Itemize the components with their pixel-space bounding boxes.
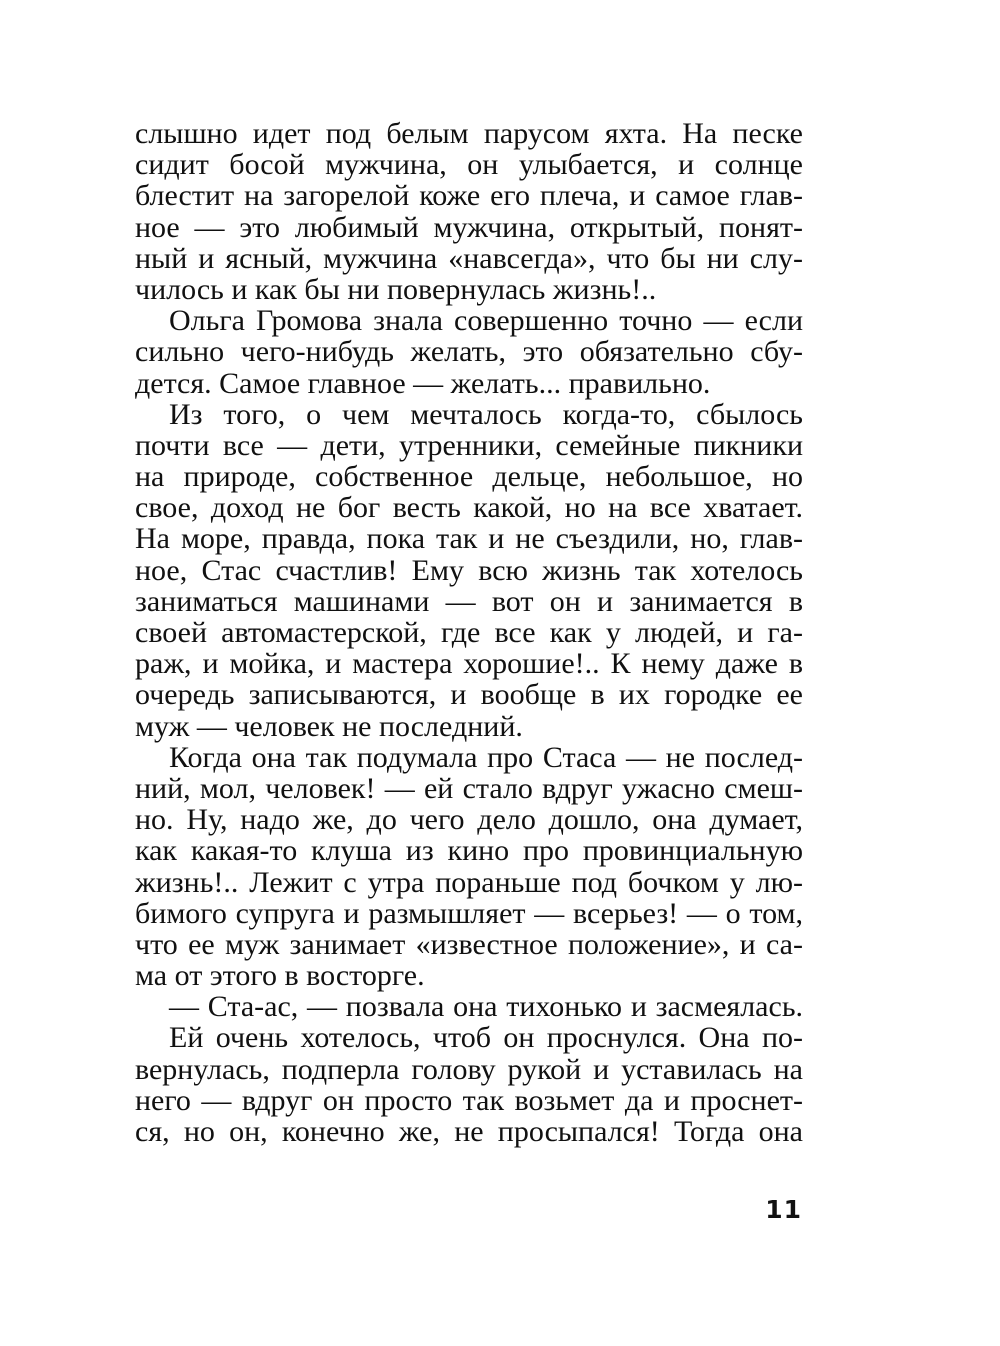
paragraph xyxy=(135,742,803,992)
text-line: дется. Самое главное — желать... правильно. xyxy=(135,366,711,400)
text-line: раж, и мойка, и мастера хорошие!.. К нему даже в xyxy=(135,647,803,681)
text-line: ма от этого в восторге. xyxy=(135,959,425,993)
text-line: Когда она так подумала про Стаса — не послед- xyxy=(169,740,803,774)
text-line: На море, правда, пока так и не съездили, но, глав- xyxy=(135,522,803,556)
paragraph xyxy=(135,118,803,305)
text-line: муж — человек не последний. xyxy=(135,709,523,743)
text-line: — Ста-ас, — позвала она тихонько и засмеялась. xyxy=(169,990,803,1024)
text-line: жизнь!.. Лежит с утра пораньше под бочком у лю- xyxy=(135,865,803,899)
text-line: вернулась, подперла голову рукой и уставилась на xyxy=(135,1052,803,1086)
text-line: почти все — дети, утренники, семейные пикники xyxy=(135,428,803,462)
text-line: него — вдруг он просто так возьмет да и проснет- xyxy=(135,1083,803,1117)
text-line: как какая-то клуша из кино про провинциальную xyxy=(135,834,803,868)
text-line: бимого супруга и размышляет — всерьез! — о том, xyxy=(135,896,803,930)
paragraph xyxy=(135,991,803,1022)
text-line: своей автомастерской, где все как у людей, и га- xyxy=(135,616,803,649)
text-line: заниматься машинами — вот он и занимается в xyxy=(135,584,803,618)
paragraph xyxy=(135,399,803,742)
text-line: слышно идет под белым парусом яхта. На песке xyxy=(135,117,803,150)
text-line: ный и ясный, мужчина «навсегда», что бы ни слу- xyxy=(135,241,803,275)
text-line: но. Ну, надо же, до чего дело дошло, она думает, xyxy=(135,803,803,837)
text-line: чилось и как бы ни повернулась жизнь!.. xyxy=(135,272,657,306)
text-line: ное — это любимый мужчина, открытый, понят- xyxy=(135,210,803,244)
text-line: сильно чего-нибудь желать, это обязательно сбу- xyxy=(135,335,803,369)
page-number: 11 xyxy=(765,1195,802,1224)
text-line: очередь записываются, и вообще в их городке ее xyxy=(135,678,803,712)
text-line: Ольга Громова знала совершенно точно — если xyxy=(169,304,803,338)
body-text xyxy=(135,118,803,1147)
text-line: сидит босой мужчина, он улыбается, и солнце xyxy=(135,148,803,182)
text-line: Ей очень хотелось, чтоб он проснулся. Она по- xyxy=(169,1021,803,1055)
paragraph xyxy=(135,1022,803,1147)
text-line: блестит на загорелой коже его плеча, и самое глав- xyxy=(135,179,803,213)
paragraph xyxy=(135,305,803,399)
text-line: ний, мол, человек! — ей стало вдруг ужасно смеш- xyxy=(135,771,803,805)
text-line: ное, Стас счастлив! Ему всю жизнь так хотелось xyxy=(135,553,803,587)
text-line: что ее муж занимает «известное положение», и са- xyxy=(135,927,803,961)
text-line: Из того, о чем мечталось когда-то, сбылось xyxy=(169,397,803,431)
text-line: свое, доход не бог весть какой, но на все хватает. xyxy=(135,491,803,525)
text-line: ся, но он, конечно же, не просыпался! Тогда она xyxy=(135,1115,803,1148)
text-line: на природе, собственное дельце, небольшое, но xyxy=(135,460,803,494)
